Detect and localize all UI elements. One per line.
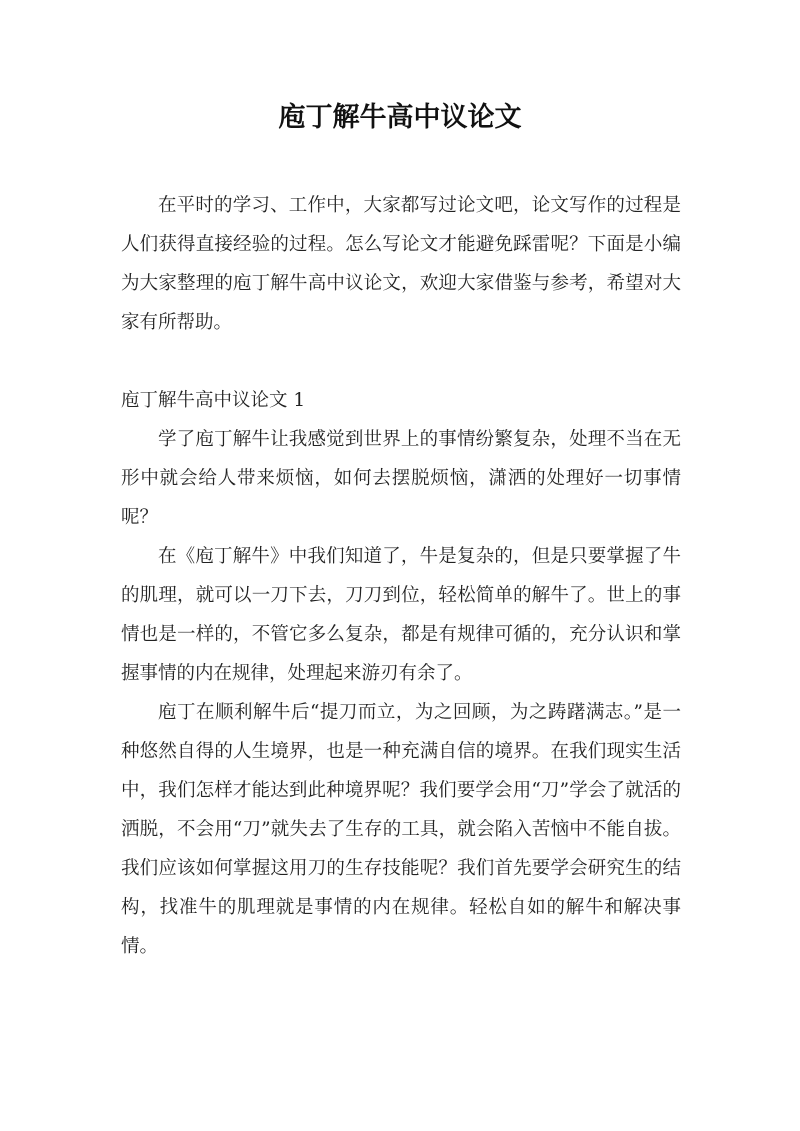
body-paragraph-1: 学了庖丁解牛让我感觉到世界上的事情纷繁复杂，处理不当在无形中就会给人带来烦恼，如何去摆脱烦恼，潇洒的处理好一切事情呢？: [121, 429, 681, 528]
body-paragraph-2: 在《庖丁解牛》中我们知道了，牛是复杂的，但是只要掌握了牛的肌理，就可以一刀下去，刀刀到位，轻松简单的解牛了。世上的事情也是一样的，不管它多么复杂，都是有规律可循的，充分认识和掌握事情的内在规律，处理起来游刃有余了。: [121, 546, 681, 684]
intro-paragraph: 在平时的学习、工作中，大家都写过论文吧，论文写作的过程是人们获得直接经验的过程。怎么写论文才能避免踩雷呢？下面是小编为大家整理的庖丁解牛高中议论文，欢迎大家借鉴与参考，希望对大家有所帮助。: [121, 195, 681, 333]
document-body: [121, 186, 681, 966]
document-title: 庖丁解牛高中议论文: [278, 102, 522, 133]
body-paragraph-3: 庖丁在顺利解牛后“提刀而立，为之回顾，为之踌躇满志。”是一种悠然自得的人生境界，也是一种充满自信的境界。在我们现实生活中，我们怎样才能达到此种境界呢？我们要学会用“刀”学会了就活的洒脱，不会用“刀”就失去了生存的工具，就会陷入苦恼中不能自拔。我们应该如何掌握这用刀的生存技能呢？我们首先要学会研究生的结构，找准牛的肌理就是事情的内在规律。轻松自如的解牛和解决事情。: [121, 702, 681, 957]
section-heading: 庖丁解牛高中议论文 1: [121, 390, 306, 411]
